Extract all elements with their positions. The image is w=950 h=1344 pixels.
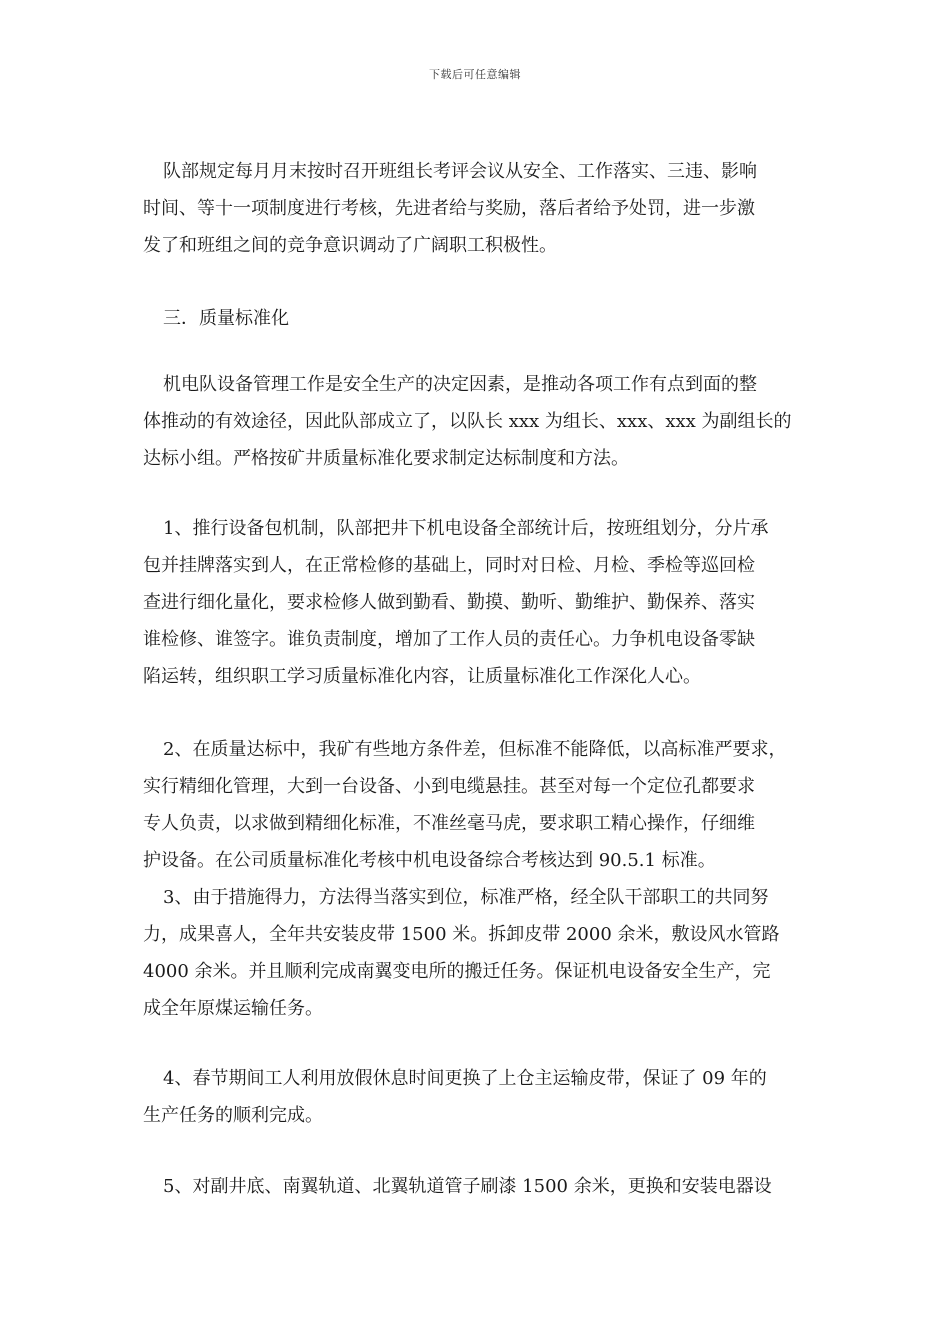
- section-heading: [143, 300, 811, 337]
- paragraph-item-5: [143, 1168, 811, 1205]
- text-line: 5、对副井底、南翼轨道、北翼轨道管子刷漆 1500 余米，更换和安装电器设: [163, 1176, 772, 1197]
- page-header: 下载后可任意编辑: [429, 68, 521, 81]
- text-line: 机电队设备管理工作是安全生产的决定因素，是推动各项工作有点到面的整: [163, 374, 757, 395]
- text-line: 专人负责，以求做到精细化标准，不准丝毫马虎，要求职工精心操作，仔细维: [143, 813, 755, 834]
- text-line: 4000 余米。并且顺利完成南翼变电所的搬迁任务。保证机电设备安全生产，完: [143, 961, 771, 982]
- text-line: 时间、等十一项制度进行考核，先进者给与奖励，落后者给予处罚，进一步激: [143, 198, 755, 219]
- text-line: 体推动的有效途径，因此队部成立了，以队长 xxx 为组长、xxx、xxx 为副组长的: [143, 411, 792, 432]
- text-line: 成全年原煤运输任务。: [143, 998, 323, 1019]
- text-line: 发了和班组之间的竞争意识调动了广阔职工积极性。: [143, 235, 557, 256]
- paragraph-equipment-management: [143, 366, 811, 477]
- text-line: 陷运转，组织职工学习质量标准化内容，让质量标准化工作深化人心。: [143, 666, 701, 687]
- paragraph-item-1: [143, 510, 811, 695]
- text-line: 查进行细化量化，要求检修人做到勤看、勤摸、勤听、勤维护、勤保养、落实: [143, 592, 755, 613]
- paragraph-assessment: [143, 153, 811, 264]
- text-line: 达标小组。严格按矿井质量标准化要求制定达标制度和方法。: [143, 448, 629, 469]
- text-line: 护设备。在公司质量标准化考核中机电设备综合考核达到 90.5.1 标准。: [143, 850, 716, 871]
- paragraph-item-4: [143, 1060, 811, 1134]
- text-line: 3、由于措施得力，方法得当落实到位，标准严格，经全队干部职工的共同努: [163, 887, 769, 908]
- text-line: 1、推行设备包机制，队部把井下机电设备全部统计后，按班组划分，分片承: [163, 518, 769, 539]
- text-line: 2、在质量达标中，我矿有些地方条件差，但标准不能降低，以高标准严要求，: [163, 739, 787, 760]
- heading-text: 三．质量标准化: [163, 308, 289, 329]
- text-line: 力，成果喜人，全年共安装皮带 1500 米。拆卸皮带 2000 余米，敷设风水管路: [143, 924, 780, 945]
- text-line: 包并挂牌落实到人，在正常检修的基础上，同时对日检、月检、季检等巡回检: [143, 555, 755, 576]
- text-line: 实行精细化管理，大到一台设备、小到电缆悬挂。甚至对每一个定位孔都要求: [143, 776, 755, 797]
- text-line: 队部规定每月月末按时召开班组长考评会议从安全、工作落实、三违、影响: [163, 161, 757, 182]
- text-line: 生产任务的顺利完成。: [143, 1105, 323, 1126]
- text-line: 4、春节期间工人利用放假休息时间更换了上仓主运输皮带，保证了 09 年的: [163, 1068, 767, 1089]
- text-line: 谁检修、谁签字。谁负责制度，增加了工作人员的责任心。力争机电设备零缺: [143, 629, 755, 650]
- paragraph-item-2-3: [143, 731, 811, 1027]
